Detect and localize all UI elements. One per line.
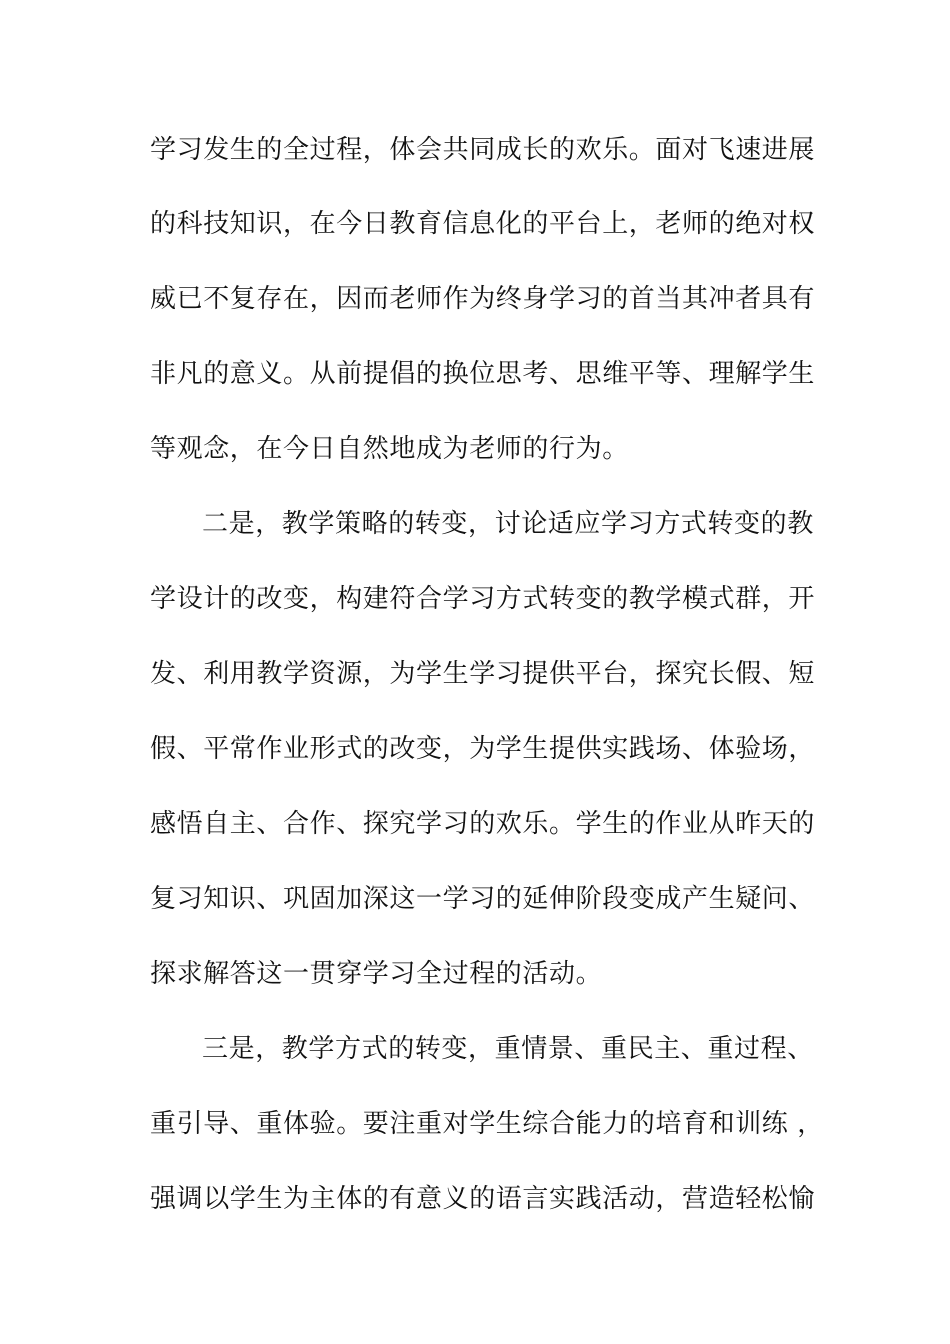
text-line-4: 非凡的意义。从前提倡的换位思考、思维平等、理解学生 [150,359,816,389]
text-line-12: 探求解答这一贯穿学习全过程的活动。 [150,959,603,989]
paragraph-3-first-line: 三是，教学方式的转变，重情景、重民主、重过程、 [202,1034,814,1064]
text-line-11: 复习知识、巩固加深这一学习的延伸阶段变成产生疑问、 [150,884,816,914]
text-line-14: 重引导、重体验。要注重对学生综合能力的培育和训练 ， [150,1109,824,1139]
text-line-8: 发、利用教学资源，为学生学习提供平台，探究长假、短 [150,659,816,689]
text-line-10: 感悟自主、合作、探究学习的欢乐。学生的作业从昨天的 [150,809,816,839]
text-line-7: 学设计的改变，构建符合学习方式转变的教学模式群，开 [150,584,816,614]
text-line-15: 强调以学生为主体的有意义的语言实践活动，营造轻松愉 [150,1184,816,1214]
text-line-3: 威已不复存在，因而老师作为终身学习的首当其冲者具有 [150,284,816,314]
text-line-1: 学习发生的全过程，体会共同成长的欢乐。面对飞速进展 [150,135,816,165]
text-line-2: 的科技知识，在今日教育信息化的平台上，老师的绝对权 [150,209,816,239]
text-line-5: 等观念，在今日自然地成为老师的行为。 [150,434,629,464]
text-line-9: 假、平常作业形式的改变，为学生提供实践场、体验场， [150,734,816,764]
paragraph-2-first-line: 二是，教学策略的转变，讨论适应学习方式转变的教 [202,509,814,539]
